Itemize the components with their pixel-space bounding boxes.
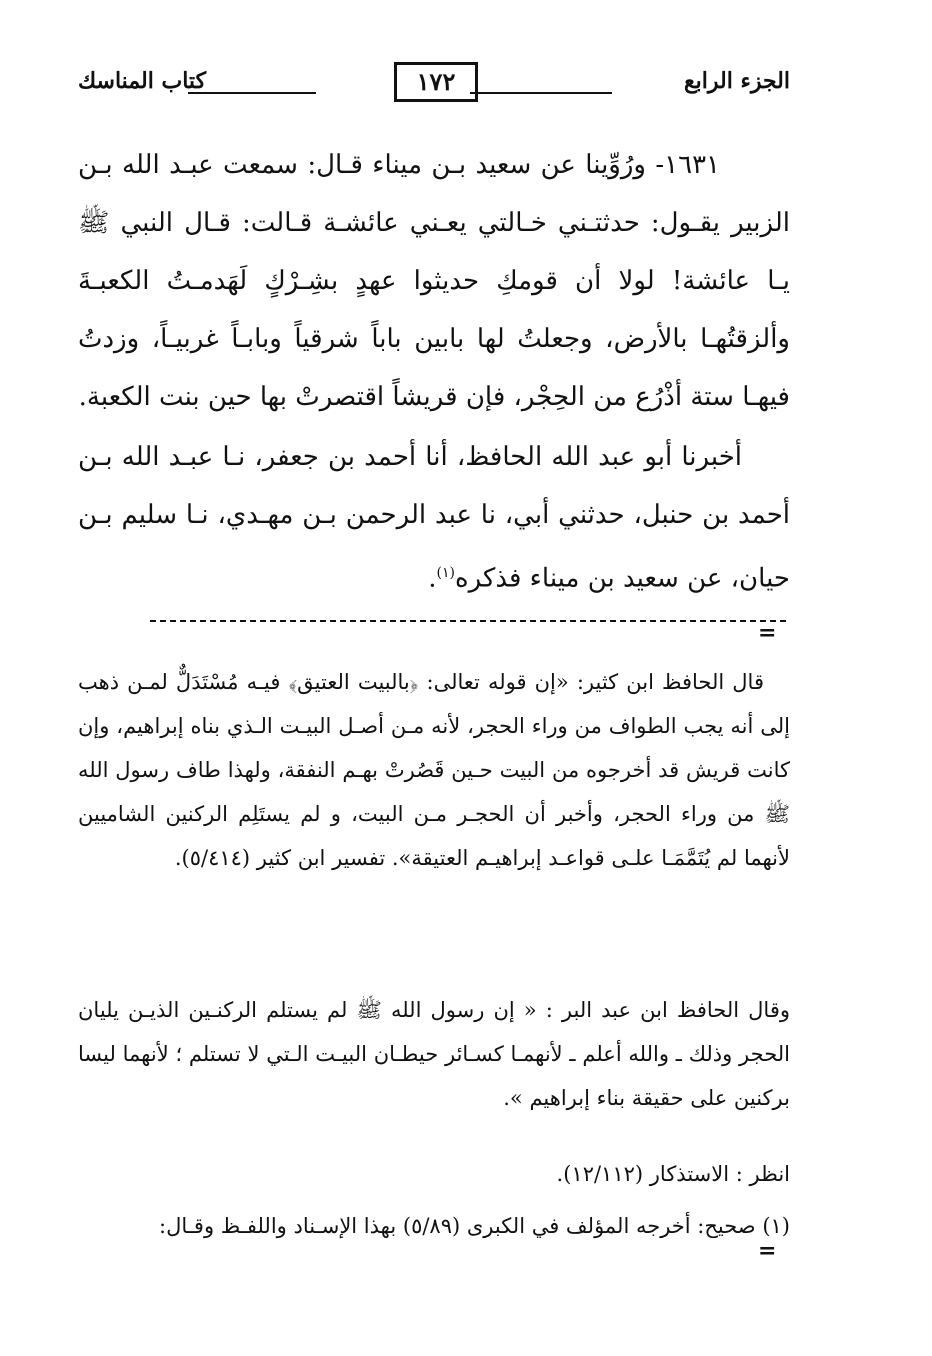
header-rule-left <box>188 92 316 94</box>
book-title: كتاب المناسك <box>78 68 207 94</box>
footnote-separator <box>150 620 786 622</box>
continuation-mark-bottom: = <box>758 1238 777 1264</box>
note-see-also: انظر : الاستذكار (١٢/١١٢). <box>556 1162 790 1186</box>
isnad-paragraph <box>78 428 790 608</box>
part-title: الجزء الرابع <box>683 68 790 94</box>
note-ibn-abd-al-barr: وقال الحافظ ابن عبد البر : « إن رسول الله ﷺ لم يستلم الركنـين الذيـن يليان الحجر وذلك ـ والله أعلم ـ لأنهمـا كسـائر حيطـان البيـت الـتي لا تستلم ؛ لأنهما ليسا بركنين على حقيقة بناء إبراهيم ». <box>78 998 790 1110</box>
footnote-reference: (١) <box>436 565 455 581</box>
isnad-text: أخبرنا أبو عبد الله الحافظ، أنا أحمد بن جعفر، نـا عبـد الله بـن أحمد بن حنبل، حدثني أبي، نا عبد الرحمن بـن مهـدي، نـا سليم بـن حيان، عن سعيد بن ميناء فذكره <box>78 442 790 594</box>
footnote-1: (١) صحيح: أخرجه المؤلف في الكبرى (٥/٨٩) بهذا الإسـناد واللفـظ وقـال: <box>159 1214 790 1238</box>
note-ibn-kathir: قال الحافظ ابن كثير: «إن قوله تعالى: ﴿بالبيت العتيق﴾ فيـه مُسْتَدَلٌّ لمـن ذهب إلى أنه يجب الطواف من وراء الحجر، لأنه مـن أصـل البيـت الـذي بناه إبراهيم، وإن كانت قريش قد أخرجوه من البيت حـين قَصُرتْ بهـم النفقة، ولهذا طاف رسول الله ﷺ من وراء الحجر، وأخبر أن الحجـر مـن البيت، و لم يستَلِم الركنين الشاميين لأنهما لم يُتَمَّمَـا علـى قواعـد إبراهيـم العتيقة». تفسير ابن كثير (٥/٤١٤). <box>78 670 790 870</box>
isnad-period: . <box>428 563 437 594</box>
page-number-box <box>394 62 478 102</box>
continuation-mark-top: = <box>758 620 777 646</box>
header-rule-right <box>470 92 612 94</box>
running-header <box>78 62 790 106</box>
page-number: ١٧٢ <box>416 67 456 96</box>
hadith-paragraph: ١٦٣١- ورُوِّينا عن سعيد بـن ميناء قـال: سمعت عبـد الله بـن الزبير يقـول: حدثتـني خـالتي يعـني عائشـة قـالت: قـال النبي ﷺ يـا عائشة! لولا أن قومكِ حديثوا عهدٍ بشِـرْكٍ لَهَدمـتُ الكعبـةَ وألزقتُهـا بالأرض، وجعلتُ لها بابين باباً شرقياً وبابـاً غربيـاً، وزدتُ فيهـا ستة أذْرُع من الحِجْر، فإن قريشاً اقتصرتْ بها حين بنت الكعبة. <box>78 150 790 412</box>
